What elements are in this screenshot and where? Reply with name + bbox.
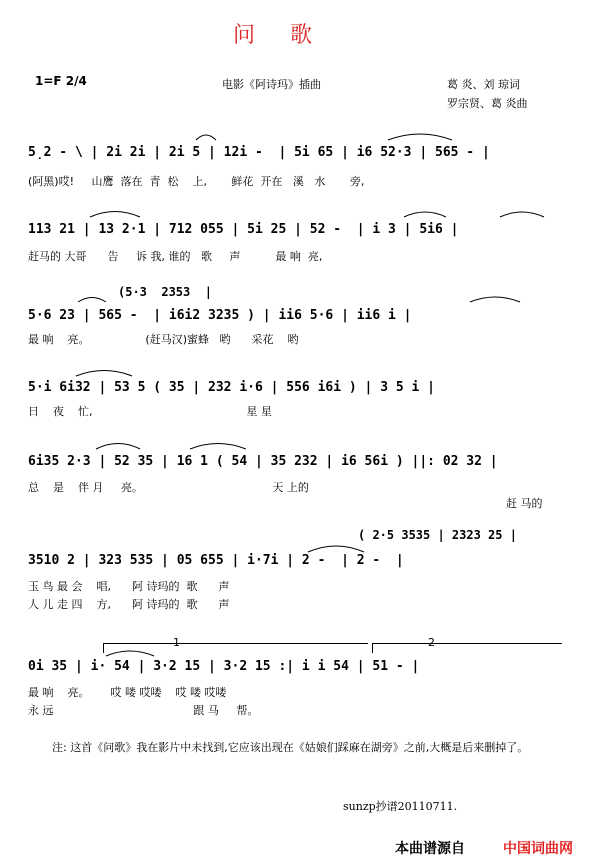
- source-label: 本曲谱源自: [395, 841, 465, 857]
- lyricist: 葛 炎、刘 琼词: [447, 78, 520, 91]
- notation-line: 5·6 23 | 565 - | i6i2 3235 ) | ii6 5·6 | ii6 i |: [28, 308, 412, 323]
- song-title: 问 歌: [233, 23, 326, 48]
- subtitle: 电影《阿诗玛》插曲: [222, 78, 321, 91]
- lyrics-line-2: 永 远 跟 马 帮。: [28, 704, 259, 717]
- notation-line: 113 21 | 13 2·1 | 712 055 | 5i 25 | 52 - | i 3 | 5i6 |: [28, 222, 459, 237]
- notation-line: 5·i 6i32 | 53 5 ( 35 | 232 i·6 | 556 i6i ) | 3 5 i |: [28, 380, 435, 395]
- notation-line: 0i 35 | i· 54 | 3·2 15 | 3·2 15 :| i i 54 | 51 - |: [28, 659, 420, 674]
- notation-line: 6i35 2·3 | 52 35 | 16 1 ( 54 | 35 232 | i6 56i ) ||: 02 32 |: [28, 454, 498, 469]
- lyrics-line-2: 赶 马的: [506, 497, 543, 510]
- notation-line: 5̣2 - \ | 2i 2i | 2i 5 | 12i - | 5i 65 | i6 52·3 | 565 - |: [28, 145, 490, 160]
- upper-notation: ( 2·5 3535 | 2323 25 |: [358, 528, 517, 542]
- lyrics-line: 赶马的 大哥 告 诉 我, 谁的 歌 声 最 响 亮,: [28, 250, 323, 263]
- footnote: 注: 这首《问歌》我在影片中未找到,它应该出现在《姑娘们踩麻在湖旁》之前,大概是后来删掉了。: [52, 741, 529, 754]
- lyrics-line: 总 是 伴 月 亮。 天 上的: [28, 481, 309, 494]
- lyrics-line: 最 响 亮。 哎 喽 哎喽 哎 喽 哎喽: [28, 686, 227, 699]
- lyrics-line-2: 人 儿 走 四 方, 阿 诗玛的 歌 声: [28, 598, 230, 611]
- lyrics-line: 最 响 亮。 (赶马汉)蜜蜂 哟 采花 哟: [28, 333, 299, 346]
- source-site-link[interactable]: 中国词曲网: [503, 841, 573, 857]
- key-signature: 1=F 2/4: [35, 74, 87, 88]
- lyrics-line: (阿黑)哎! 山鹰 落在 青 松 上, 鲜花 开在 溪 水 旁,: [28, 175, 365, 188]
- upper-notation: (5·3 2353 |: [118, 285, 212, 299]
- lyrics-line: 玉 鸟 最 会 唱, 阿 诗玛的 歌 声: [28, 580, 230, 593]
- transcriber-credit: sunzp抄谱20110711.: [343, 800, 458, 813]
- composer: 罗宗贤、葛 炎曲: [447, 97, 528, 110]
- lyrics-line: 日 夜 忙, 星 星: [28, 405, 272, 418]
- notation-line: 3510 2 | 323 535 | 05 655 | i·7i | 2 - | 2 - |: [28, 553, 404, 568]
